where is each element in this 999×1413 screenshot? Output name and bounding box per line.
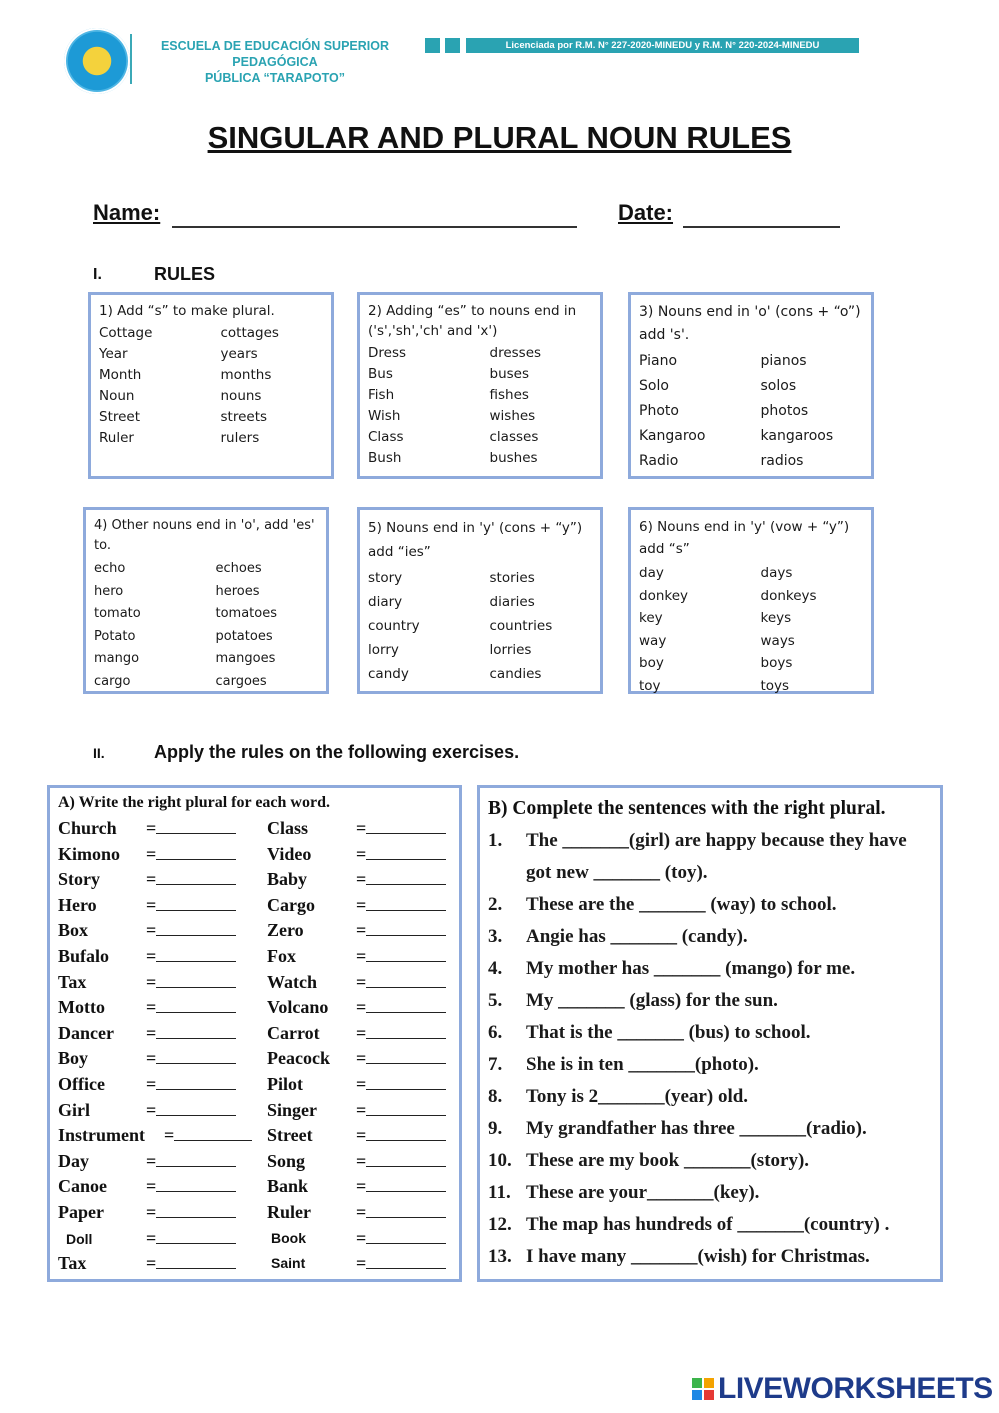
exercise-a-word: Singer [267, 1099, 318, 1120]
exercise-a-answer-blank[interactable]: = [356, 1202, 446, 1223]
sentence-text[interactable]: These are my book _______(story). [526, 1150, 810, 1171]
exercise-a-answer-blank[interactable]: = [146, 895, 236, 916]
exercise-a-answer-blank[interactable]: = [356, 1125, 446, 1146]
section-heading: RULES [154, 264, 216, 284]
exercise-a-answer-blank[interactable]: = [146, 1253, 236, 1274]
exercise-a-answer-blank[interactable]: = [146, 1048, 236, 1069]
rule-row: Street streets [99, 409, 268, 425]
exercise-a-word: Volcano [267, 997, 329, 1018]
exercise-a-word: Bank [267, 1176, 309, 1197]
name-field[interactable] [172, 226, 577, 228]
exercise-a-answer-blank[interactable]: = [356, 1176, 446, 1197]
exercise-a-word: Doll [66, 1230, 93, 1247]
sentence-item [488, 1182, 932, 1204]
exercise-a-word: Street [267, 1125, 313, 1146]
sentence-text[interactable]: That is the _______ (bus) to school. [526, 1022, 811, 1043]
sentence-item [488, 830, 932, 852]
sentence-number: 2. [488, 894, 503, 915]
rule-row: Wish wishes [368, 408, 536, 424]
sentence-number: 1. [488, 830, 503, 851]
exercise-a-answer-blank[interactable]: = [146, 1202, 236, 1223]
exercise-a-word: Church [58, 818, 117, 838]
rule-box [357, 507, 603, 694]
exercise-a-word: Hero [58, 894, 97, 915]
sentence-item [488, 958, 932, 980]
exercise-a-answer-blank[interactable]: = [146, 972, 236, 993]
exercise-a-word: Office [58, 1074, 105, 1094]
exercise-a-word: Bufalo [58, 946, 110, 966]
exercise-a-word: Song [267, 1150, 306, 1171]
sentence-number [488, 862, 526, 884]
sentence-number: 3. [488, 926, 503, 947]
rule-title: 4) Other nouns end in 'o', add 'es' to. [94, 518, 315, 553]
exercise-a-word: Boy [58, 1048, 89, 1069]
rule-row: Noun nouns [99, 388, 262, 404]
rule-row: tomato tomatoes [94, 606, 278, 621]
rule-row: country countries [368, 618, 553, 634]
exercise-a-word: Carrot [267, 1022, 320, 1043]
exercise-a-word: Tax [58, 971, 87, 992]
rule-row: Ruler rulers [99, 430, 260, 446]
sentence-item [488, 894, 932, 916]
sentence-number: 11. [488, 1182, 511, 1203]
exercise-a-answer-blank[interactable]: = [146, 1074, 236, 1095]
sentence-item [488, 1150, 932, 1172]
exercise-a-answer-blank[interactable]: = [356, 844, 446, 865]
school-name: ESCUELA DE EDUCACIÓN SUPERIOR PEDAGÓGICA PÚBLICA “TARAPOTO” [160, 39, 390, 85]
rule-row: lorry lorries [368, 642, 532, 658]
rule-row: day days [639, 565, 793, 581]
section-number: I. [93, 266, 102, 283]
exercise-a-word: Box [58, 920, 89, 941]
exercise-a-answer-blank[interactable]: = [356, 946, 446, 967]
exercise-a-answer-blank[interactable]: = [356, 1228, 446, 1249]
rule-row: Year years [99, 346, 258, 362]
exercise-a-word: Zero [267, 920, 304, 941]
rule-title: 6) Nouns end in 'y' (vow + “y”) add “s” [639, 519, 850, 557]
rule-row: Radio radios [639, 453, 804, 469]
exercise-a-title: A) Write the right plural for each word. [58, 794, 330, 811]
rule-box [83, 507, 329, 694]
sentence-text[interactable]: She is in ten _______(photo). [526, 1054, 759, 1075]
exercise-a-answer-blank[interactable]: = [356, 972, 446, 993]
exercise-a-answer-blank[interactable]: = [146, 1151, 236, 1172]
exercise-b-title: B) Complete the sentences with the right plural. [488, 798, 886, 819]
exercise-a-word: Video [267, 843, 312, 864]
exercise-a-answer-blank[interactable]: = [146, 997, 236, 1018]
sentence-number: 9. [488, 1118, 503, 1139]
rule-row: story stories [368, 570, 535, 586]
exercise-a-word: Peacock [267, 1048, 330, 1069]
exercise-a-answer-blank[interactable]: = [146, 1176, 236, 1197]
rule-row: cargo cargoes [94, 673, 267, 689]
exercise-a-answer-blank[interactable]: = [146, 869, 236, 890]
exercise-a-answer-blank[interactable]: = [146, 920, 236, 941]
liveworksheets-logo-icon [692, 1378, 714, 1400]
sentence-item [488, 1118, 932, 1140]
sentence-item [488, 990, 932, 1012]
rule-row: Photo photos [639, 403, 809, 419]
date-field[interactable] [683, 226, 840, 228]
exercise-a-word: Kimono [58, 843, 121, 864]
rule-row: Kangaroo kangaroos [639, 428, 834, 444]
rule-box [357, 292, 603, 479]
rule-row: Solo solos [639, 378, 797, 394]
exercise-a-answer-blank[interactable]: = [164, 1125, 252, 1146]
rule-row: Potato potatoes [94, 628, 273, 644]
sentence-item [488, 1086, 932, 1108]
liveworksheets-brand: LIVEWORKSHEETS [718, 1372, 993, 1405]
exercise-a-word: Motto [58, 997, 105, 1018]
rule-box [628, 507, 874, 694]
exercise-a-answer-blank[interactable]: = [146, 946, 236, 967]
sentence-text[interactable]: The _______(girl) are happy because they have [526, 830, 907, 851]
exercise-a-word: Ruler [267, 1202, 311, 1222]
exercise-a-answer-blank[interactable]: = [146, 1023, 236, 1044]
sentence-text[interactable]: My mother has _______ (mango) for me. [526, 958, 856, 979]
exercise-a-word: Baby [267, 869, 308, 890]
sentence-number: 12. [488, 1214, 512, 1235]
rule-row: toy toys [639, 677, 790, 694]
exercise-a-answer-blank[interactable]: = [146, 1228, 236, 1249]
sentence-item [488, 862, 932, 884]
rule-row: Dress dresses [368, 345, 542, 361]
exercise-a-answer-blank[interactable]: = [356, 1048, 446, 1069]
exercise-a-answer-blank[interactable]: = [146, 818, 236, 839]
sentence-number: 7. [488, 1054, 503, 1075]
sentence-text[interactable]: The map has hundreds of _______(country) . [526, 1214, 890, 1235]
exercise-a-answer-blank[interactable]: = [146, 844, 236, 865]
exercise-a-word: Canoe [58, 1176, 107, 1197]
sentence-text[interactable]: My _______ (glass) for the sun. [526, 990, 778, 1011]
exercise-a-word: Girl [58, 1099, 90, 1120]
exercise-a-answer-blank[interactable]: = [356, 818, 446, 839]
header-square [445, 38, 460, 53]
exercise-a-answer-blank[interactable]: = [356, 1100, 446, 1121]
page-title: SINGULAR AND PLURAL NOUN RULES [207, 120, 792, 155]
sentence-number: 8. [488, 1086, 503, 1107]
exercise-a-word: Cargo [267, 894, 315, 915]
exercise-a-answer-blank[interactable]: = [356, 1023, 446, 1044]
sentence-item [488, 1054, 932, 1076]
rule-row: Cottage cottages [99, 325, 279, 341]
header-square [425, 38, 440, 53]
exercise-a-answer-blank[interactable]: = [146, 1100, 236, 1121]
rule-row: way ways [639, 632, 795, 649]
sentence-number: 6. [488, 1022, 503, 1043]
sentence-number: 4. [488, 958, 503, 979]
exercise-a-word: Paper [58, 1202, 104, 1222]
rule-row: candy candies [368, 666, 542, 682]
rule-title: 3) Nouns end in 'o' (cons + “o”) add 's'. [639, 304, 861, 343]
sentence-item [488, 1214, 932, 1236]
sentence-item [488, 1022, 932, 1044]
sentence-number: 13. [488, 1246, 512, 1267]
exercise-a-answer-blank[interactable]: = [356, 920, 446, 941]
exercise-b-panel [477, 785, 943, 1282]
rule-row: boy boys [639, 655, 793, 671]
sentence-text[interactable]: My grandfather has three _______(radio). [526, 1118, 867, 1139]
exercise-a-word: Dancer [58, 1022, 114, 1043]
rule-row: Bush bushes [368, 450, 538, 466]
exercise-a-word: Watch [267, 971, 318, 992]
rule-box [628, 292, 874, 479]
exercise-a-word: Story [58, 869, 100, 890]
exercise-a-answer-blank[interactable]: = [356, 1151, 446, 1172]
rule-row: Month months [99, 367, 272, 383]
sentence-text[interactable]: These are the _______ (way) to school. [526, 894, 837, 915]
exercise-a-panel [47, 785, 462, 1282]
header-divider [130, 34, 132, 84]
sentence-item [488, 926, 932, 948]
sentence-text[interactable]: got new _______ (toy). [526, 862, 708, 883]
rule-row: key keys [639, 610, 792, 626]
exercise-a-word: Book [271, 1229, 306, 1246]
rule-row: echo echoes [94, 561, 262, 576]
exercise-a-word: Class [267, 818, 309, 838]
name-label: Name: [93, 200, 161, 225]
exercise-a-word: Saint [271, 1255, 306, 1272]
date-label: Date: [618, 200, 674, 225]
sentence-text[interactable]: I have many _______(wish) for Christmas. [526, 1246, 870, 1267]
section-heading: Apply the rules on the following exercises. [154, 742, 520, 762]
sentence-number: 10. [488, 1150, 512, 1171]
rule-row: hero heroes [94, 583, 260, 599]
exercise-a-answer-blank[interactable]: = [356, 997, 446, 1018]
sentence-text[interactable]: These are your_______(key). [526, 1182, 760, 1203]
sentence-text[interactable]: Tony is 2_______(year) old. [526, 1086, 749, 1107]
sentence-item [488, 1246, 932, 1268]
rule-box [88, 292, 334, 479]
exercise-a-word: Fox [267, 946, 296, 966]
rule-row: Class classes [368, 429, 539, 445]
exercise-a-word: Tax [58, 1253, 87, 1274]
exercise-a-answer-blank[interactable]: = [356, 1074, 446, 1095]
rule-title: 1) Add “s” to make plural. [99, 303, 275, 319]
sentence-text[interactable]: Angie has _______ (candy). [526, 926, 748, 947]
rule-title: 2) Adding “es” to nouns end in ('s','sh','ch' and 'x') [368, 303, 577, 339]
license-bar: Licenciada por R.M. N° 227-2020-MINEDU y R.M. N° 220-2024-MINEDU [466, 38, 859, 53]
exercise-a-answer-blank[interactable]: = [356, 1253, 446, 1274]
rule-row: Piano pianos [639, 353, 807, 369]
rule-row: diary diaries [368, 594, 535, 610]
rule-title: 5) Nouns end in 'y' (cons + “y”) add “ies” [368, 520, 583, 560]
exercise-a-answer-blank[interactable]: = [356, 869, 446, 890]
rule-row: donkey donkeys [639, 587, 817, 604]
exercise-a-word: Pilot [267, 1074, 303, 1094]
sentence-number: 5. [488, 990, 503, 1011]
rule-row: mango mangoes [94, 651, 276, 666]
rule-row: Fish fishes [368, 387, 529, 403]
exercise-a-word: Instrument [58, 1125, 146, 1146]
rule-row: Bus buses [368, 366, 529, 382]
exercise-a-answer-blank[interactable]: = [356, 895, 446, 916]
exercise-a-word: Day [58, 1150, 89, 1171]
school-logo [64, 28, 130, 94]
section-number: II. [93, 745, 105, 761]
